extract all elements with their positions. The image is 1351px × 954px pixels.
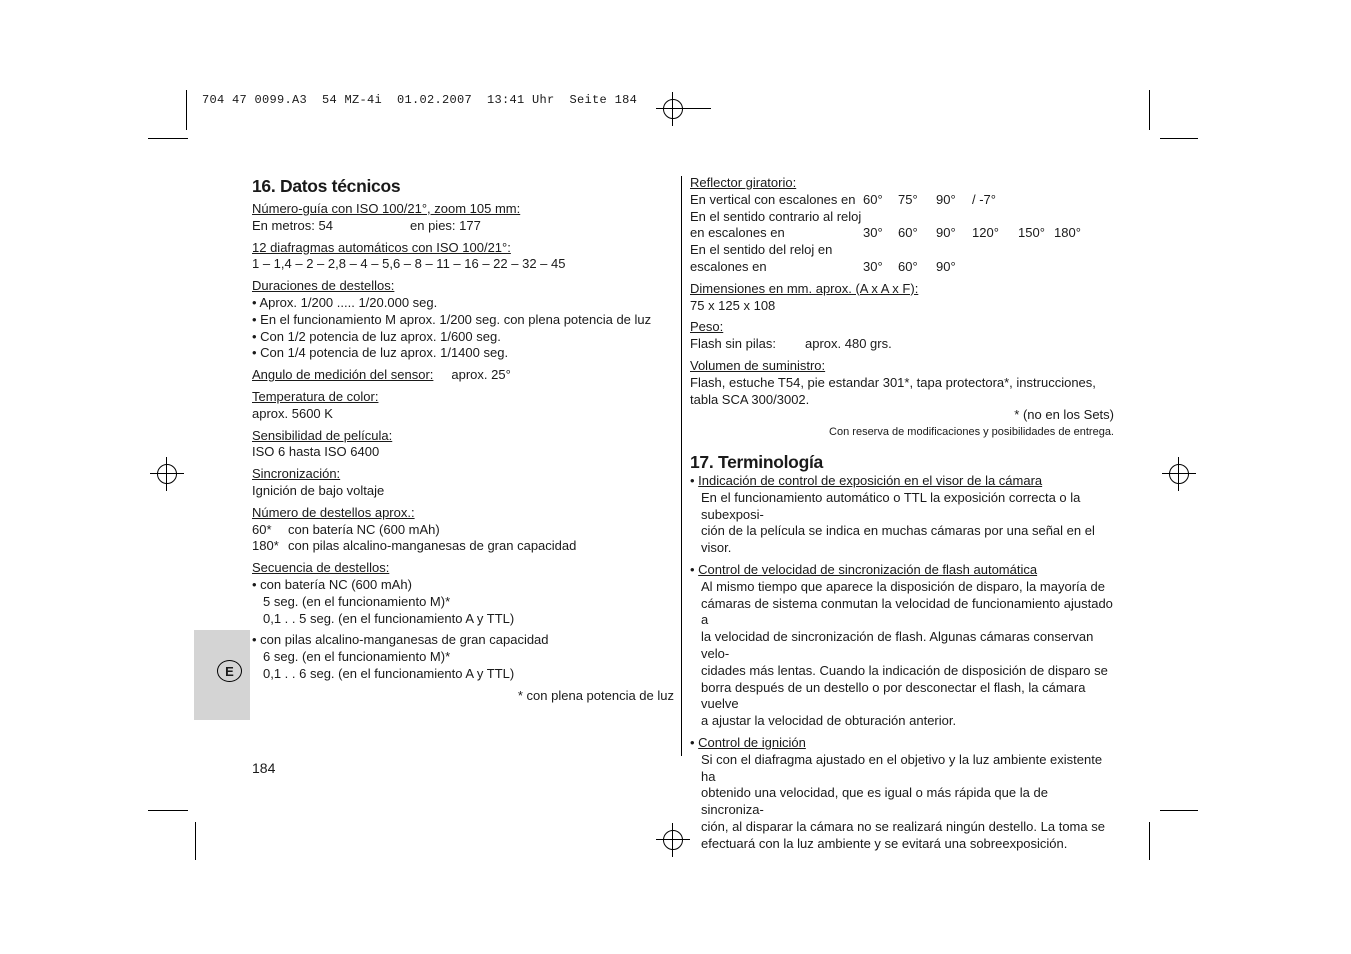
term-line: Al mismo tiempo que aparece la disposición de disparo, la mayoría de <box>701 578 1105 594</box>
print-header: 704 47 0099.A3 54 MZ-4i 01.02.2007 13:41 Uhr Seite 184 <box>202 93 638 107</box>
reflector-angle: 30° <box>863 258 883 274</box>
term-title: Indicación de control de exposición en el visor de la cámara <box>698 472 1043 488</box>
reflector-row <box>690 225 1081 242</box>
supply-label: Volumen de suministro: <box>690 357 826 373</box>
reflector-label: Reflector giratorio: <box>690 175 797 190</box>
reflector-angle: 120° <box>972 225 999 241</box>
flash-count-n: 60* <box>252 521 272 537</box>
reflector-angle: 150° <box>1018 225 1045 241</box>
term-item: • Control de ignición Si con el diafragma ajustado en el objetivo y la luz ambiente existente ha obtenido una velocidad, que es igual o más rápida que la de sincroniza- ción, al disparar la cámara no se realizará ningún destello. La toma se efectuará con la luz ambiente y se evitará una sobreexposición. <box>690 735 1114 853</box>
guide-number-metres: En metros: 54 <box>252 217 333 233</box>
sync-label: Sincronización: <box>252 466 341 482</box>
sync-value: Ignición de bajo voltaje <box>252 482 385 498</box>
film-speed-value: ISO 6 hasta ISO 6400 <box>252 444 380 460</box>
dimensions-label: Dimensiones en mm. aprox. (A x A x F): <box>690 280 919 296</box>
left-column <box>252 175 676 705</box>
flash-count-desc: con pilas alcalino-manganesas de gran capacidad <box>288 538 577 554</box>
reflector-angle: 60° <box>898 258 918 274</box>
color-temp-value: aprox. 5600 K <box>252 405 333 421</box>
sensor-angle-label: Angulo de medición del sensor: <box>252 367 434 383</box>
guide-number-feet: en pies: 177 <box>410 217 481 233</box>
guide-number-label: Número-guía con ISO 100/21°, zoom 105 mm: <box>252 201 521 216</box>
reflector-angle: 180° <box>1054 225 1081 241</box>
flash-duration-item: • Aprox. 1/200 ..... 1/20.000 seg. <box>252 294 438 310</box>
weight-label: Peso: <box>690 319 724 335</box>
reflector-angle: 30° <box>863 225 883 241</box>
section-title-technical-data: 16. Datos técnicos <box>252 176 401 196</box>
reflector-angle: 90° <box>936 225 956 241</box>
reflector-angle: 90° <box>936 191 956 207</box>
term-line: En el funcionamiento automático o TTL la exposición correcta o la subexposi- <box>701 489 1081 522</box>
weight-key: Flash sin pilas: <box>690 336 776 352</box>
reflector-angle: 60° <box>863 191 883 207</box>
reflector-row-text: en escalones en <box>690 225 785 241</box>
apertures-values: 1 – 1,4 – 2 – 2,8 – 4 – 5,6 – 8 – 11 – 16 – 22 – 32 – 45 <box>252 256 566 272</box>
registration-mark-left <box>150 457 184 491</box>
sensor-angle-value: aprox. 25° <box>451 367 511 383</box>
left-footnote: * con plena potencia de luz <box>517 687 674 703</box>
reflector-table <box>690 192 1081 276</box>
flash-duration-item: • Con 1/4 potencia de luz aprox. 1/1400 seg. <box>252 345 509 361</box>
language-badge: E <box>217 660 242 682</box>
registration-mark-bottom <box>656 823 690 857</box>
sequence-label: Secuencia de destellos: <box>252 560 390 576</box>
crop-mark <box>195 822 196 860</box>
reflector-row <box>690 209 1081 226</box>
term-line: cámaras de sistema conmutan la velocidad de funcionamiento ajustado a <box>701 595 1113 628</box>
term-line: obtenido una velocidad, que es igual o más rápida que la de sincroniza- <box>701 785 1048 818</box>
term-line: ción de la película se indica en muchas cámaras por una señal en el visor. <box>701 523 1095 556</box>
reflector-angle: 90° <box>936 258 956 274</box>
term-line: ción, al disparar la cámara no se realizará ningún destello. La toma se <box>701 818 1105 834</box>
term-line: efectuará con la luz ambiente y se evitará una sobreexposición. <box>701 835 1068 851</box>
supply-line: tabla SCA 300/3002. <box>690 391 810 407</box>
term-line: Si con el diafragma ajustado en el objetivo y la luz ambiente existente ha <box>701 751 1103 784</box>
registration-mark-top <box>656 92 690 126</box>
reflector-row-text: En vertical con escalones en <box>690 191 856 207</box>
term-line: la velocidad de sincronización de flash. Algunas cámaras conservan velo- <box>701 629 1094 661</box>
crop-mark <box>186 90 187 130</box>
crop-mark <box>148 810 188 811</box>
term-item: • Indicación de control de exposición en el visor de la cámara En el funcionamiento automático o TTL la exposición correcta o la subexposi- ción de la película se indica en muchas cámaras por una señal en el visor. <box>690 473 1114 557</box>
crop-mark <box>148 138 188 139</box>
supply-line: Flash, estuche T54, pie estandar 301*, tapa protectora*, instrucciones, <box>690 374 1096 390</box>
crop-mark <box>1149 822 1150 860</box>
column-divider <box>681 176 682 756</box>
right-column <box>690 175 1114 852</box>
reflector-angle: / -7° <box>972 191 996 207</box>
color-temp-label: Temperatura de color: <box>252 388 379 404</box>
term-title: Control de velocidad de sincronización de flash automática <box>698 561 1038 577</box>
reflector-row-text: En el sentido del reloj en <box>690 242 833 258</box>
sequence-line: 0,1 . . 5 seg. (en el funcionamiento A y TTL) <box>263 610 515 626</box>
flash-count-label: Número de destellos aprox.: <box>252 504 415 520</box>
flash-duration-item: • Con 1/2 potencia de luz aprox. 1/600 seg. <box>252 328 501 344</box>
flash-duration-item: • En el funcionamiento M aprox. 1/200 seg. con plena potencia de luz <box>252 311 652 327</box>
page-number: 184 <box>252 760 276 776</box>
section-title-terminology: 17. Terminología <box>690 451 823 472</box>
flash-count-n: 180* <box>252 538 279 554</box>
apertures-label: 12 diafragmas automáticos con ISO 100/21°: <box>252 239 511 255</box>
supply-note: * (no en los Sets) <box>1014 407 1114 423</box>
weight-value: aprox. 480 grs. <box>805 336 892 352</box>
crop-mark <box>1160 138 1198 139</box>
reflector-angle: 75° <box>898 191 918 207</box>
reflector-row-text: escalones en <box>690 258 767 274</box>
crop-mark <box>1160 810 1198 811</box>
flash-count-desc: con batería NC (600 mAh) <box>288 521 440 537</box>
flash-durations-label: Duraciones de destellos: <box>252 278 395 294</box>
supply-disclaimer: Con reserva de modificaciones y posibilidades de entrega. <box>829 426 1114 439</box>
term-line: a ajustar la velocidad de obturación anterior. <box>701 713 957 729</box>
sequence-line: 5 seg. (en el funcionamiento M)* <box>263 593 451 609</box>
registration-mark-right <box>1162 457 1196 491</box>
reflector-row <box>690 242 1081 259</box>
term-line: cidades más lentas. Cuando la indicación de disposición de disparo se <box>701 662 1108 678</box>
term-line: borra después de un destello o por desconectar el flash, la cámara vuelve <box>701 679 1086 712</box>
sequence-group-title: • con batería NC (600 mAh) <box>252 576 412 592</box>
term-item: • Control de velocidad de sincronización de flash automática Al mismo tiempo que aparece la disposición de disparo, la mayoría de cámaras de sistema conmutan la velocidad de funcionamiento ajustado a la velocidad de sincronización de flash. Algunas cámaras conservan velo- cidades más lentas. Cuando la indicación de disposición de disparo se borra después de un destello o por desconectar el flash, la cámara vuelve a ajustar la velocidad de obturación anterior. <box>690 561 1113 729</box>
reflector-angle: 60° <box>898 225 918 241</box>
reflector-row <box>690 192 1081 209</box>
sequence-group-title: • con pilas alcalino-manganesas de gran capacidad <box>252 632 549 648</box>
crop-mark <box>1149 90 1150 130</box>
reflector-row-text: En el sentido contrario al reloj <box>690 208 862 224</box>
film-speed-label: Sensibilidad de película: <box>252 427 393 443</box>
sequence-line: 0,1 . . 6 seg. (en el funcionamiento A y TTL) <box>263 665 515 681</box>
reflector-row <box>690 259 1081 276</box>
term-title: Control de ignición <box>698 734 806 750</box>
sequence-line: 6 seg. (en el funcionamiento M)* <box>263 649 451 665</box>
dimensions-value: 75 x 125 x 108 <box>690 297 776 313</box>
